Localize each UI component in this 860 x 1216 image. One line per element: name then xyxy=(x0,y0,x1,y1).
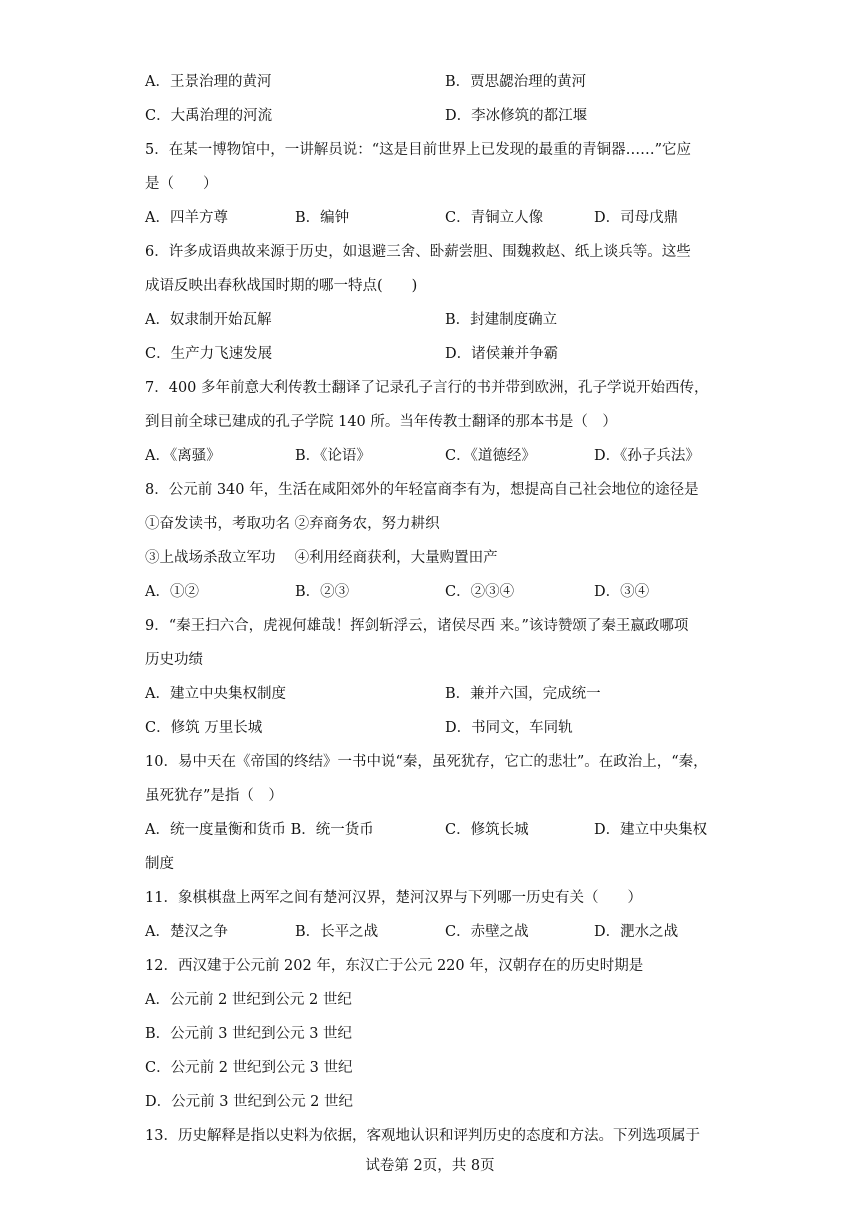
q6-option-a: A．奴隶制开始瓦解 xyxy=(145,312,272,328)
q4-option-c: C．大禹治理的河流 xyxy=(145,108,273,124)
q11-option-d: D．淝水之战 xyxy=(594,924,679,940)
q9-option-d: D．书同文，车同轨 xyxy=(445,720,573,736)
q7-option-c: C．《道德经》 xyxy=(445,448,536,464)
q4-option-b: B．贾思勰治理的黄河 xyxy=(445,74,587,90)
q5-option-a: A．四羊方尊 xyxy=(145,210,228,226)
page-footer: 试卷第 2页，共 8页 xyxy=(365,1158,495,1174)
q11-option-b: B．长平之战 xyxy=(295,924,379,940)
q10-stem-line2: 虽死犹存”是指（ ） xyxy=(145,788,283,804)
q8-stem-line3: ③上战场杀敌立军功 ④利用经商获利，大量购置田产 xyxy=(145,550,498,566)
q4-option-d: D．李冰修筑的都江堰 xyxy=(445,108,588,124)
q8-option-d: D．③④ xyxy=(594,584,650,600)
q7-option-a: A．《离骚》 xyxy=(145,448,221,464)
q6-option-d: D．诸侯兼并争霸 xyxy=(445,346,559,362)
q10-option-c: C．修筑长城 xyxy=(445,822,529,838)
q5-option-d: D．司母戊鼎 xyxy=(594,210,679,226)
q8-option-a: A．①② xyxy=(145,584,199,600)
q5-stem-line1: 5．在某一博物馆中，一讲解员说：“这是目前世界上已发现的最重的青铜器……”它应 xyxy=(145,142,692,158)
q12-option-c: C．公元前 2 世纪到公元 3 世纪 xyxy=(145,1060,353,1076)
q9-option-b: B．兼并六国，完成统一 xyxy=(445,686,601,702)
q9-option-c: C．修筑 万里长城 xyxy=(145,720,263,736)
q5-option-c: C．青铜立人像 xyxy=(445,210,544,226)
q13-stem-line1: 13．历史解释是指以史料为依据，客观地认识和评判历史的态度和方法。下列选项属于 xyxy=(145,1128,700,1144)
q12-option-d: D．公元前 3 世纪到公元 2 世纪 xyxy=(145,1094,354,1110)
q10-stem-line1: 10．易中天在《帝国的终结》一书中说“秦，虽死犹存，它亡的悲壮”。在政治上，“秦， xyxy=(145,754,708,770)
q7-option-b: B．《论语》 xyxy=(295,448,371,464)
q6-option-b: B．封建制度确立 xyxy=(445,312,558,328)
q10-option-a: A．统一度量衡和货币 B．统一货币 xyxy=(145,822,374,838)
q9-stem-line1: 9．“秦王扫六合，虎视何雄哉！挥剑斩浮云，诸侯尽西 来。”该诗赞颂了秦王嬴政哪项 xyxy=(145,618,689,634)
q9-option-a: A．建立中央集权制度 xyxy=(145,686,286,702)
q12-stem-line1: 12．西汉建于公元前 202 年，东汉亡于公元 220 年，汉朝存在的历史时期是 xyxy=(145,958,644,974)
q7-stem-line1: 7．400 多年前意大利传教士翻译了记录孔子言行的书并带到欧洲，孔子学说开始西传， xyxy=(145,380,709,396)
q7-stem-line2: 到目前全球已建成的孔子学院 140 所。当年传教士翻译的那本书是（ ） xyxy=(145,414,617,430)
q5-stem-line2: 是（ ） xyxy=(145,176,218,192)
q10-option-d-continued: 制度 xyxy=(145,856,174,872)
q8-option-c: C．②③④ xyxy=(445,584,515,600)
q12-option-a: A．公元前 2 世纪到公元 2 世纪 xyxy=(145,992,352,1008)
q4-option-a: A．王景治理的黄河 xyxy=(145,74,272,90)
q12-option-b: B．公元前 3 世纪到公元 3 世纪 xyxy=(145,1026,353,1042)
q6-option-c: C．生产力飞速发展 xyxy=(145,346,273,362)
q11-stem-line1: 11．象棋棋盘上两军之间有楚河汉界，楚河汉界与下列哪一历史有关（ ） xyxy=(145,890,642,906)
q5-option-b: B．编钟 xyxy=(295,210,350,226)
q8-stem-line1: 8．公元前 340 年，生活在咸阳郊外的年轻富商李有为，想提高自己社会地位的途径是 xyxy=(145,482,699,498)
q9-stem-line2: 历史功绩 xyxy=(145,652,203,668)
q7-option-d: D．《孙子兵法》 xyxy=(594,448,700,464)
q11-option-a: A．楚汉之争 xyxy=(145,924,228,940)
q8-option-b: B．②③ xyxy=(295,584,350,600)
q10-option-d: D．建立中央集权 xyxy=(594,822,708,838)
q6-stem-line1: 6．许多成语典故来源于历史，如退避三舍、卧薪尝胆、围魏救赵、纸上谈兵等。这些 xyxy=(145,244,691,260)
q8-stem-line2: ①奋发读书，考取功名 ②弃商务农，努力耕织 xyxy=(145,516,440,532)
q11-option-c: C．赤壁之战 xyxy=(445,924,529,940)
q6-stem-line2: 成语反映出春秋战国时期的哪一特点( ) xyxy=(145,278,418,294)
